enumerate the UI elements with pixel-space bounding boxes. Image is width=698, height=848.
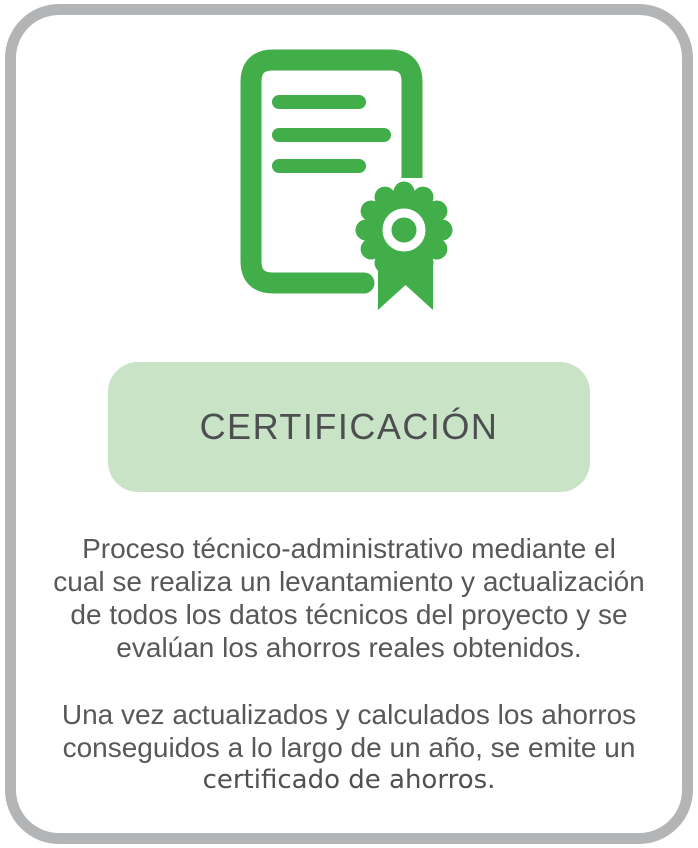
paragraph-line: Una vez actualizados y calculados los ahorros bbox=[61, 699, 637, 730]
paragraph-1 bbox=[29, 532, 669, 664]
certificate-icon bbox=[239, 48, 459, 318]
paragraph-line: Proceso técnico-administrativo mediante el bbox=[82, 533, 616, 564]
paragraph-line: de todos los datos técnicos del proyecto y se bbox=[70, 599, 628, 630]
paragraph-line: conseguidos a lo largo de un año, se emite un bbox=[62, 732, 636, 763]
paragraph-2 bbox=[29, 698, 669, 797]
certificate-icon-svg bbox=[239, 48, 459, 318]
paragraph-line: cual se realiza un levantamiento y actualización bbox=[53, 566, 645, 597]
paragraph-line: evalúan los ahorros reales obtenidos. bbox=[116, 632, 582, 663]
document-text-lines bbox=[279, 102, 384, 166]
certification-badge bbox=[108, 362, 590, 492]
certification-card bbox=[5, 4, 693, 844]
paragraph-emphasis-line: certificado de ahorros. bbox=[202, 765, 496, 795]
description-text bbox=[29, 532, 669, 797]
document-outline-cap bbox=[354, 273, 375, 294]
badge-label: CERTIFICACIÓN bbox=[199, 406, 499, 447]
rosette-seal bbox=[356, 182, 453, 279]
